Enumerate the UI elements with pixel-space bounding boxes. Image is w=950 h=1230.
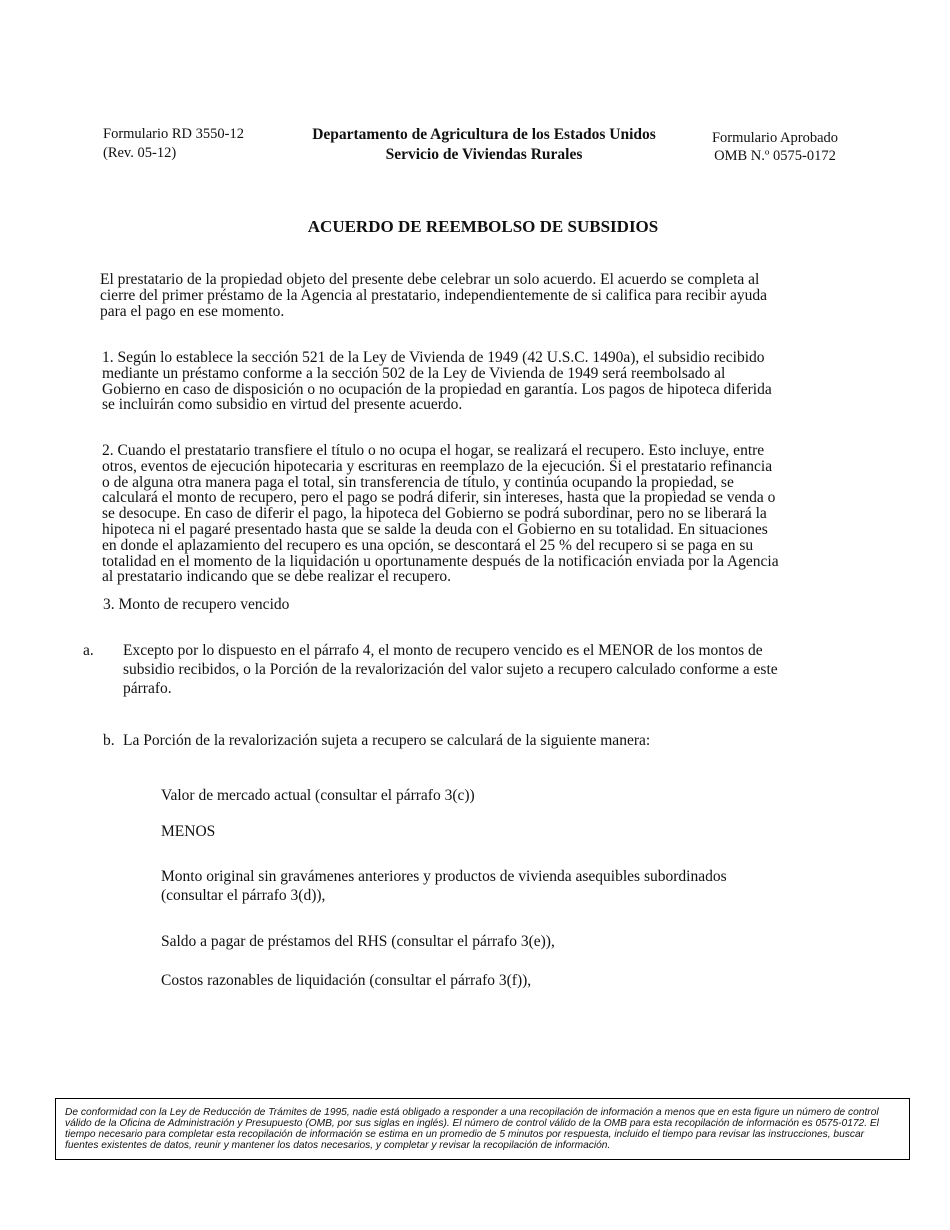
paperwork-reduction-notice: [55, 1098, 910, 1160]
section-2-paragraph: 2. Cuando el prestatario transfiere el título o no ocupa el hogar, se realizará el recupero. Esto incluye, entre otros, eventos de ejecución hipotecaria y escrituras en reemplazo de la ejecución. Si el prestatario refinancia o de alguna otra manera paga el total, sin transferencia de título, y continúa ocupando la propiedad, se calculará el monto de recupero, pero el pago se podrá diferir, sin intereses, hasta que la propiedad se venda o se desocupe. En caso de diferir el pago, la hipoteca del Gobierno se podrá subordinar, pero no se liberará la hipoteca ni el pagaré presentado hasta que se salde la deuda con el Gobierno en su totalidad. En situaciones en donde el aplazamiento del recupero es una opción, se descontará el 25 % del recupero si se paga en su totalidad en el momento de la liquidación u oportunamente después de la notificación enviada por la Agencia al prestatario indicando que se debe realizar el recupero.: [102, 442, 779, 586]
notice-text: De conformidad con la Ley de Reducción de Trámites de 1995, nadie está obligado a responder a una recopilación de información a menos que en esta figure un número de control válido de la Oficina de Administración y Presupuesto (OMB, por sus siglas en inglés). El número de control válido de la OMB para esta recopilación de información es 0575-0172. El tiempo necesario para completar esta recopilación de información se estima en un promedio de 5 minutos por respuesta, incluido el tiempo para revisar las instrucciones, buscar fuentes existentes de datos, reunir y mantener los datos necesarios, y completar y revisar la recopilación de información.: [65, 1107, 879, 1151]
form-revision: (Rev. 05-12): [103, 145, 177, 161]
form-number: Formulario RD 3550-12: [103, 126, 244, 142]
section-3a-paragraph: [83, 641, 793, 698]
omb-number: OMB N.º 0575-0172: [714, 148, 836, 164]
section-3b-paragraph: [103, 732, 650, 750]
agency-header: [300, 125, 668, 165]
list-letter-a: a.: [83, 642, 94, 659]
intro-paragraph: El prestatario de la propiedad objeto del presente debe celebrar un solo acuerdo. El acuerdo se completa al cierre del primer préstamo de la Agencia al prestatario, independientemente de si califica para recibir ayuda para el pago en ese momento.: [100, 271, 768, 320]
approval-label: Formulario Aprobado: [711, 130, 839, 146]
list-letter-b: b.: [103, 732, 115, 749]
calc-original-amount: Monto original sin gravámenes anteriores y productos de vivienda asequibles subordinados (consultar el párrafo 3(d)),: [161, 868, 727, 904]
calc-rhs-balance: Saldo a pagar de préstamos del RHS (consultar el párrafo 3(e)),: [161, 933, 555, 950]
section-3a-text: Excepto por lo dispuesto en el párrafo 4, el monto de recupero vencido es el MENOR de los montos de subsidio recibidos, o la Porción de la revalorización del valor sujeto a recupero calculado conforme a este párrafo.: [123, 642, 778, 697]
omb-approval: [695, 129, 855, 165]
form-identifier: [103, 125, 244, 163]
section-1-paragraph: 1. Según lo establece la sección 521 de la Ley de Vivienda de 1949 (42 U.S.C. 1490a), el subsidio recibido mediante un préstamo conforme a la sección 502 de la Ley de Vivienda de 1949 será reembolsado al Gobierno en caso de disposición o no ocupación de la propiedad en garantía. Los pagos de hipoteca diferida se incluirán como subsidio en virtud del presente acuerdo.: [102, 349, 772, 414]
calc-market-value: Valor de mercado actual (consultar el párrafo 3(c)): [161, 787, 475, 804]
calc-minus: MENOS: [161, 823, 216, 840]
calc-settlement-costs: Costos razonables de liquidación (consultar el párrafo 3(f)),: [161, 972, 532, 989]
service-name: Servicio de Viviendas Rurales: [385, 146, 583, 163]
document-title: ACUERDO DE REEMBOLSO DE SUBSIDIOS: [307, 217, 659, 236]
department-name: Departamento de Agricultura de los Estados Unidos: [312, 126, 656, 143]
section-3b-text: La Porción de la revalorización sujeta a recupero se calculará de la siguiente manera:: [123, 732, 651, 749]
section-3-heading: 3. Monto de recupero vencido: [103, 596, 290, 613]
